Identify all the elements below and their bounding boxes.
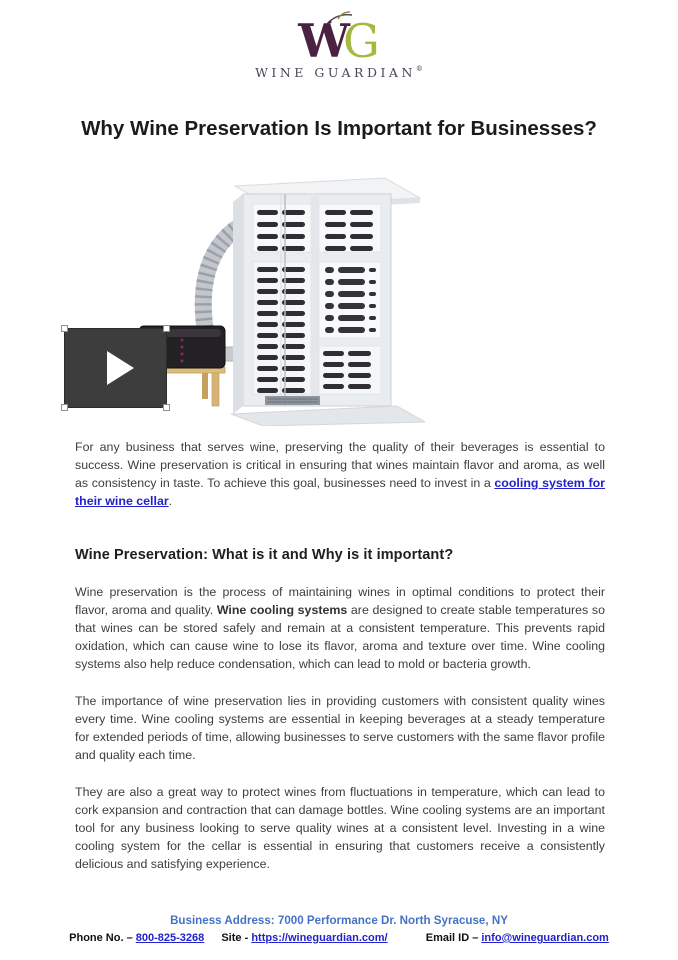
- video-thumbnail[interactable]: [64, 328, 167, 408]
- section-heading: Wine Preservation: What is it and Why is it important?: [75, 547, 454, 563]
- phone-link[interactable]: 800-825-3268: [135, 932, 205, 944]
- play-icon: [107, 351, 134, 385]
- business-address: Business Address: 7000 Performance Dr. North Syracuse, NY: [170, 914, 508, 927]
- logo-letter-w: W: [298, 14, 350, 68]
- selection-handle: [163, 404, 170, 411]
- wine-cooling-system-illustration: [135, 170, 425, 426]
- email-link[interactable]: info@wineguardian.com: [481, 932, 609, 944]
- logo-monogram: [0, 14, 678, 68]
- registered-mark: ®: [415, 65, 423, 73]
- cooling-system-link[interactable]: cooling system for their wine cellar: [75, 476, 605, 508]
- hero-section: [0, 170, 678, 428]
- intro-paragraph: For any business that serves wine, preserving the quality of their beverages is essential to success. Wine preservation is critical in ensuring that wines maintain flavor and aroma, as well as consistency in taste. To achieve this goal, businesses need to invest in a cooling system for their wine cellar.: [75, 440, 605, 508]
- body-paragraph-3: They are also a great way to protect wines from fluctuations in temperature, which can lead to cork expansion and contraction that can damage bottles. Wine cooling systems are an important tool for any business looking to serve quality wines at a consistent level. Investing in a wine cooling system for the cellar is essential in ensuring that customers receive a consistently delicious and satisfying experience.: [75, 785, 605, 871]
- footer: [0, 914, 678, 944]
- logo: [0, 10, 678, 80]
- email-label: Email ID –: [425, 932, 479, 944]
- selection-handle: [61, 404, 68, 411]
- phone-label: Phone No. –: [69, 932, 133, 944]
- selection-handle: [163, 325, 170, 332]
- site-label: Site -: [221, 932, 249, 944]
- site-link[interactable]: https://wineguardian.com/: [251, 932, 388, 944]
- body-paragraph-2: The importance of wine preservation lies in providing customers with consistent quality wines every time. Wine cooling systems are essential in keeping beverages at a steady temperature for extended periods of time, allowing businesses to serve customers with the same flavor profile and quality each time.: [75, 694, 605, 762]
- page-title: Why Wine Preservation Is Important for Businesses?: [81, 116, 597, 140]
- bold-phrase: Wine cooling systems: [216, 603, 348, 617]
- contact-line: [0, 932, 678, 944]
- body-paragraph-1: Wine preservation is the process of maintaining wines in optimal conditions to protect their flavor, aroma and quality. Wine cooling systems are designed to create stable temperatures so that wines can be stored safely and remain at a consistent temperature. This prevents rapid oxidation, which can cause wine to lose its flavor, aroma and texture over time. Wine cooling systems also help reduce condensation, which can lead to mold or bacteria growth.: [75, 585, 605, 671]
- logo-letter-g: G: [342, 14, 380, 68]
- logo-wordmark: WINE GUARDIAN®: [255, 65, 423, 80]
- selection-handle: [61, 325, 68, 332]
- article-body: [75, 438, 605, 873]
